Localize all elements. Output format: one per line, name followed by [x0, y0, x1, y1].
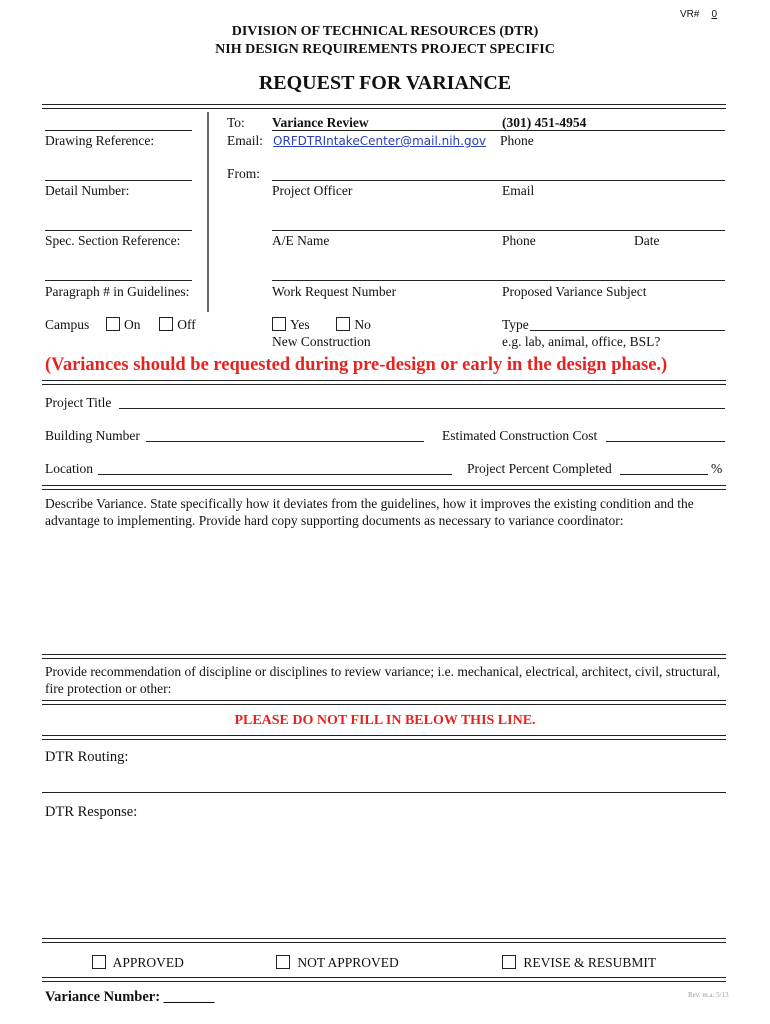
proposed-subject-label: Proposed Variance Subject	[502, 284, 647, 299]
dtr-routing-label: DTR Routing:	[45, 749, 129, 765]
campus-label: Campus	[45, 317, 90, 332]
revision-note: Rev. m.a. 5/13	[688, 991, 729, 999]
building-number-field[interactable]	[146, 441, 424, 442]
campus-off-label: Off	[177, 317, 196, 332]
type-field[interactable]	[530, 330, 725, 331]
vr-value[interactable]: 0	[711, 9, 718, 20]
detail-number-field[interactable]	[45, 180, 192, 181]
project-officer-label: Project Officer	[272, 183, 353, 198]
yes-label: Yes	[290, 317, 310, 332]
describe-divider	[42, 654, 726, 659]
dtr-response-label: DTR Response:	[45, 804, 138, 820]
vr-number	[680, 9, 726, 20]
variance-number-label: Variance Number: _______	[45, 989, 215, 1005]
est-cost-label: Estimated Construction Cost	[442, 428, 598, 443]
paragraph-label: Paragraph # in Guidelines:	[45, 284, 190, 299]
location-label: Location	[45, 461, 93, 476]
not-approved-option	[276, 955, 399, 971]
new-construction-options	[272, 317, 371, 333]
revise-checkbox[interactable]	[502, 955, 516, 969]
spec-section-label: Spec. Section Reference:	[45, 233, 181, 248]
to-phone: (301) 451-4954	[502, 115, 587, 130]
subtitle-heading: NIH DESIGN REQUIREMENTS PROJECT SPECIFIC	[215, 42, 555, 57]
new-construction-label: New Construction	[272, 334, 371, 349]
from-email-label: Email	[502, 183, 535, 198]
from-label: From:	[227, 166, 261, 181]
percent-field[interactable]	[620, 474, 708, 475]
email-label: Email:	[227, 133, 263, 148]
do-not-fill-notice: PLEASE DO NOT FILL IN BELOW THIS LINE.	[234, 713, 536, 728]
notice-divider	[42, 380, 726, 385]
page-title: REQUEST FOR VARIANCE	[258, 72, 512, 94]
approved-checkbox[interactable]	[92, 955, 106, 969]
to-line	[272, 130, 725, 131]
drawing-ref-field[interactable]	[45, 130, 192, 131]
campus-row	[45, 317, 196, 333]
response-divider	[42, 938, 726, 943]
est-cost-field[interactable]	[606, 441, 725, 442]
spec-section-field[interactable]	[45, 230, 192, 231]
to-label: To:	[227, 115, 245, 130]
no-checkbox[interactable]	[336, 317, 350, 331]
work-request-label: Work Request Number	[272, 284, 397, 299]
project-title-label: Project Title	[45, 395, 112, 410]
ae-phone-label: Phone	[502, 233, 536, 248]
recommend-text: Provide recommendation of discipline or disciplines to review variance; i.e. mechanical, electrical, architect, civil, structural, fire protection or other:	[45, 664, 721, 696]
decision-divider	[42, 977, 726, 982]
to-value: Variance Review	[272, 115, 369, 130]
office-use-divider	[42, 735, 726, 740]
type-example: e.g. lab, animal, office, BSL?	[502, 334, 661, 349]
type-label: Type	[502, 317, 529, 332]
drawing-ref-label: Drawing Reference:	[45, 133, 155, 148]
describe-variance-area[interactable]	[45, 532, 725, 650]
percent-sign: %	[711, 461, 723, 476]
detail-number-label: Detail Number:	[45, 183, 130, 198]
email-link[interactable]: ORFDTRIntakeCenter@mail.nih.gov	[273, 134, 487, 148]
yes-checkbox[interactable]	[272, 317, 286, 331]
ae-field[interactable]	[272, 230, 725, 231]
not-approved-checkbox[interactable]	[276, 955, 290, 969]
revise-option	[502, 955, 656, 971]
campus-on-checkbox[interactable]	[106, 317, 120, 331]
paragraph-field[interactable]	[45, 280, 192, 281]
campus-off-checkbox[interactable]	[159, 317, 173, 331]
not-approved-label: NOT APPROVED	[297, 955, 399, 970]
header-divider	[42, 104, 726, 109]
revise-label: REVISE & RESUBMIT	[523, 955, 657, 970]
project-divider	[42, 485, 726, 490]
percent-label: Project Percent Completed	[467, 461, 612, 476]
approved-option	[92, 955, 184, 971]
no-label: No	[354, 317, 371, 332]
timing-notice: (Variances should be requested during pre-design or early in the design phase.)	[45, 355, 668, 375]
building-number-label: Building Number	[45, 428, 140, 443]
project-title-field[interactable]	[119, 408, 725, 409]
routing-divider	[42, 792, 726, 793]
ae-name-label: A/E Name	[272, 233, 330, 248]
campus-on-label: On	[124, 317, 141, 332]
approved-label: APPROVED	[112, 955, 184, 970]
phone-caption: Phone	[500, 133, 534, 148]
column-divider	[207, 112, 209, 312]
location-field[interactable]	[98, 474, 452, 475]
describe-variance-text: Describe Variance. State specifically how it deviates from the guidelines, how it improves the existing condition and the advantage to implementing. Provide hard copy supporting documents as necessary to variance coordinator:	[45, 496, 694, 528]
from-field[interactable]	[272, 180, 725, 181]
division-heading: DIVISION OF TECHNICAL RESOURCES (DTR)	[231, 24, 539, 39]
vr-label: VR#	[680, 9, 700, 20]
recommend-divider	[42, 700, 726, 705]
work-request-field[interactable]	[272, 280, 725, 281]
ae-date-label: Date	[634, 233, 660, 248]
